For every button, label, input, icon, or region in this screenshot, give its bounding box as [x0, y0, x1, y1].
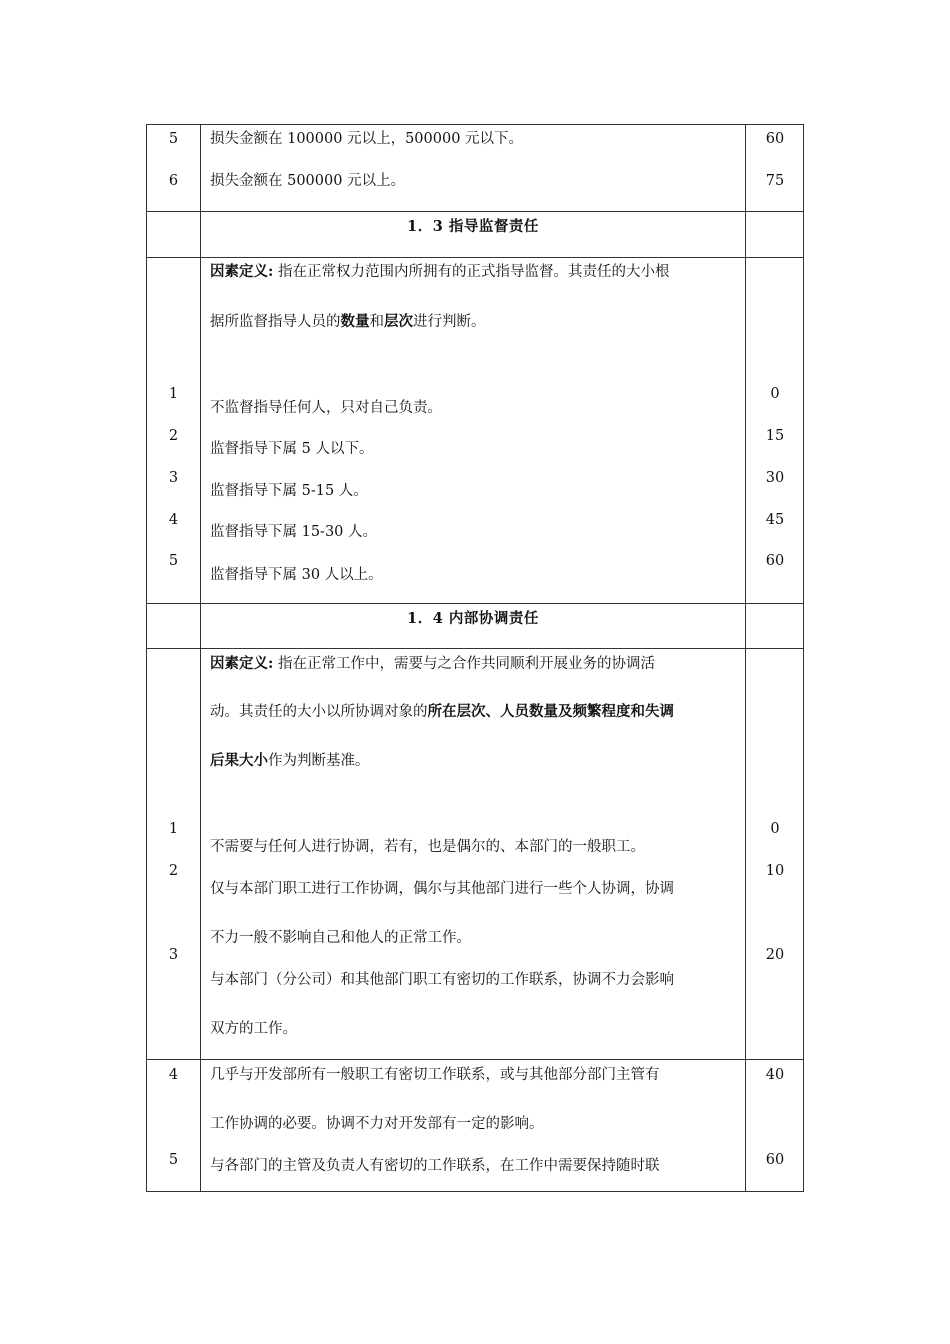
item-score: 10: [765, 863, 785, 879]
item-text: 损失金额在 500000 元以上。: [210, 173, 406, 189]
item-text: 双方的工作。: [210, 1021, 297, 1037]
definition-text: 和: [369, 314, 384, 330]
item-text: 几乎与开发部所有一般职工有密切工作联系，或与其他部分部门主管有: [210, 1067, 660, 1083]
item-text: 监督指导下属 5-15 人。: [210, 483, 368, 499]
definition-text: 作为判断基准。: [268, 753, 370, 769]
definition-text: 指在正常权力范围内所拥有的正式指导监督。其责任的大小根: [277, 264, 670, 280]
item-text: 仅与本部门职工进行工作协调，偶尔与其他部门进行一些个人协调，协调: [210, 881, 674, 897]
table-row: [147, 125, 803, 212]
item-score: 30: [765, 470, 785, 486]
definition-text: 进行判断。: [413, 314, 486, 330]
item-score: 60: [765, 131, 785, 147]
item-score: 20: [765, 947, 785, 963]
item-number: 6: [168, 173, 179, 189]
factor-definition: [210, 263, 669, 281]
definition-label: 因素定义:: [210, 655, 274, 672]
evaluation-table: [146, 124, 804, 1192]
item-score: 45: [765, 512, 785, 528]
factor-definition-cont: [210, 313, 486, 331]
item-number: 3: [168, 470, 179, 486]
item-number: 5: [168, 131, 179, 147]
item-text: 与各部门的主管及负责人有密切的工作联系，在工作中需要保持随时联: [210, 1158, 660, 1174]
definition-label: 因素定义:: [210, 263, 274, 280]
item-text: 不力一般不影响自己和他人的正常工作。: [210, 930, 471, 946]
table-row: [147, 258, 803, 604]
item-text: 工作协调的必要。协调不力对开发部有一定的影响。: [210, 1116, 544, 1132]
item-score: 60: [765, 1152, 785, 1168]
item-score: 0: [770, 386, 780, 402]
definition-emphasis: 所在层次、人员数量及频繁程度和失调: [427, 703, 674, 720]
item-number: 4: [168, 1067, 179, 1083]
item-text: 监督指导下属 30 人以上。: [210, 567, 383, 583]
item-score: 75: [765, 173, 785, 189]
item-number: 5: [168, 553, 179, 569]
definition-text: 指在正常工作中，需要与之合作共同顺利开展业务的协调活: [277, 656, 655, 672]
table-row: [147, 649, 803, 1060]
item-number: 1: [168, 821, 179, 837]
definition-text: 据所监督指导人员的: [210, 314, 341, 330]
factor-definition-cont: [210, 752, 370, 770]
item-score: 15: [765, 428, 785, 444]
item-number: 2: [168, 863, 179, 879]
item-number: 1: [168, 386, 179, 402]
factor-definition: [210, 655, 655, 673]
item-score: 60: [765, 553, 785, 569]
section-title: 1．3 指导监督责任: [407, 218, 539, 235]
definition-emphasis: 层次: [384, 313, 413, 330]
item-score: 0: [770, 821, 780, 837]
item-text: 不监督指导任何人，只对自己负责。: [210, 400, 442, 416]
item-text: 监督指导下属 15-30 人。: [210, 524, 378, 540]
item-text: 不需要与任何人进行协调，若有，也是偶尔的、本部门的一般职工。: [210, 839, 645, 855]
factor-definition-cont: [210, 703, 674, 721]
item-text: 损失金额在 100000 元以上，500000 元以下。: [210, 131, 524, 147]
item-number: 2: [168, 428, 179, 444]
section-header-row: [147, 604, 803, 649]
item-number: 5: [168, 1152, 179, 1168]
definition-emphasis: 数量: [340, 313, 370, 330]
item-text: 监督指导下属 5 人以下。: [210, 441, 374, 457]
item-number: 3: [168, 947, 179, 963]
item-number: 4: [168, 512, 179, 528]
item-text: 与本部门（分公司）和其他部门职工有密切的工作联系，协调不力会影响: [210, 972, 674, 988]
definition-text: 动。其责任的大小以所协调对象的: [210, 704, 428, 720]
definition-emphasis: 后果大小: [210, 752, 268, 769]
item-score: 40: [765, 1067, 785, 1083]
table-row: [147, 1060, 803, 1191]
section-header-row: [147, 212, 803, 258]
section-title: 1．4 内部协调责任: [407, 610, 539, 627]
